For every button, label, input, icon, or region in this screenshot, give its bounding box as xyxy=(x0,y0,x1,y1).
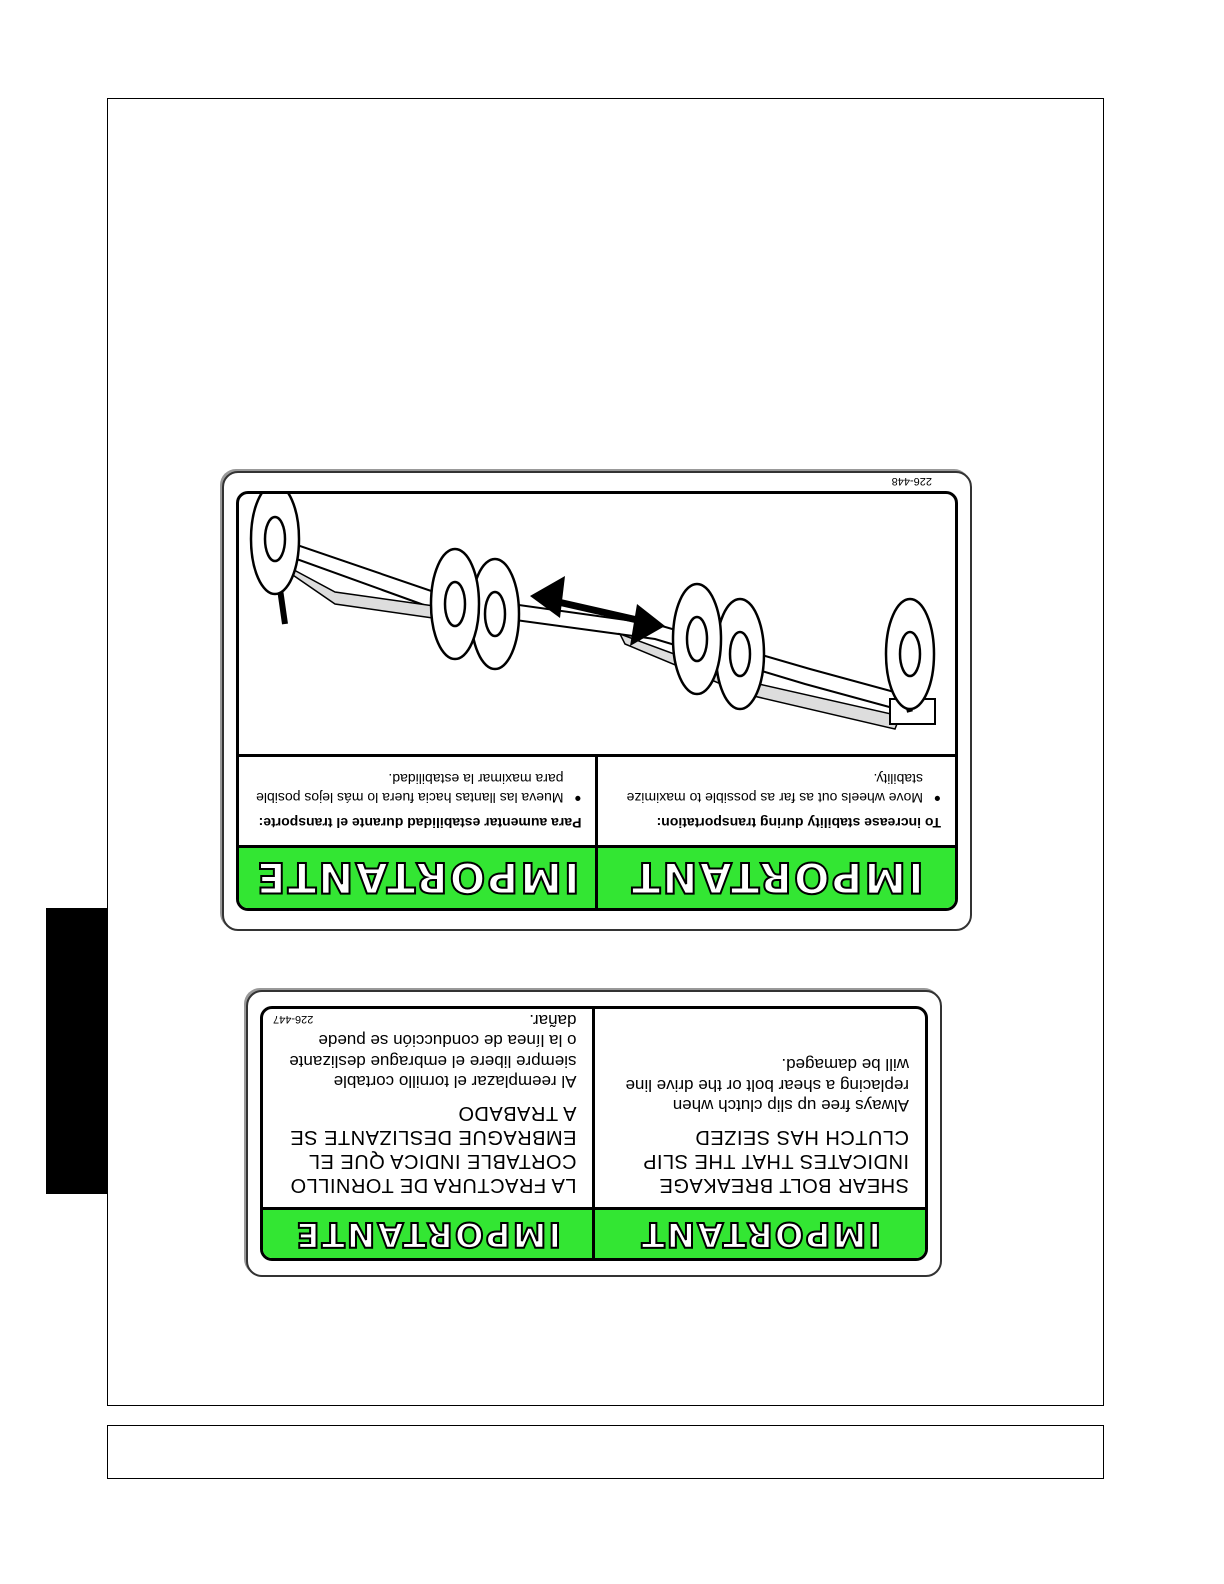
decal-body xyxy=(260,1006,928,1261)
english-column xyxy=(596,1009,926,1207)
spanish-text: Al reemplazar el tornillo cortable siempre libere el embrague deslizante o la línea de conducción se puede dañar. xyxy=(289,1010,577,1091)
english-bullet: ● Move wheels out as far as possible to maximize stability. xyxy=(613,769,942,807)
spanish-bullet: ● Mueva las llantas hacia fuera lo más lejos posible para maximar la estabilidad. xyxy=(253,769,582,807)
transport-wheels-drawing xyxy=(239,491,955,754)
transport-stability-decal xyxy=(222,471,972,931)
part-number: 226-447 xyxy=(273,1013,314,1025)
part-number: 226-448 xyxy=(891,475,932,487)
important-banner xyxy=(239,845,955,908)
banner-spanish: IMPORTANTE xyxy=(239,848,599,908)
wheel-illustration xyxy=(239,494,955,754)
english-heading: SHEAR BOLT BREAKAGE INDICATES THAT THE SLIP CLUTCH HAS SEIZED xyxy=(642,1126,909,1196)
banner-spanish: IMPORTANTE xyxy=(263,1210,596,1258)
spanish-heading: Para aumentar estabilidad durante el transporte: xyxy=(258,815,582,831)
decal-text-columns xyxy=(239,754,955,845)
page-footer xyxy=(107,1425,1104,1479)
english-text: Always free up slip clutch when replacing a shear bolt or the drive line will be damaged. xyxy=(625,1055,909,1115)
spanish-column xyxy=(263,1009,596,1207)
shear-bolt-decal xyxy=(246,990,942,1277)
english-heading: To increase stability during transportation: xyxy=(656,815,941,831)
spanish-column xyxy=(239,757,599,845)
banner-english: IMPORTANT xyxy=(639,1214,881,1254)
decal-text-columns xyxy=(263,1009,925,1207)
spanish-heading: LA FRACTURA DE TORNILLO CORTABLE INDICA QUE EL EMBRAGUE DESLIZANTE SE A TRABADO xyxy=(289,1102,577,1196)
section-tab xyxy=(46,908,107,1194)
english-column xyxy=(599,757,956,845)
decal-body xyxy=(236,491,958,911)
important-banner xyxy=(263,1207,925,1258)
banner-english: IMPORTANT xyxy=(629,853,924,903)
